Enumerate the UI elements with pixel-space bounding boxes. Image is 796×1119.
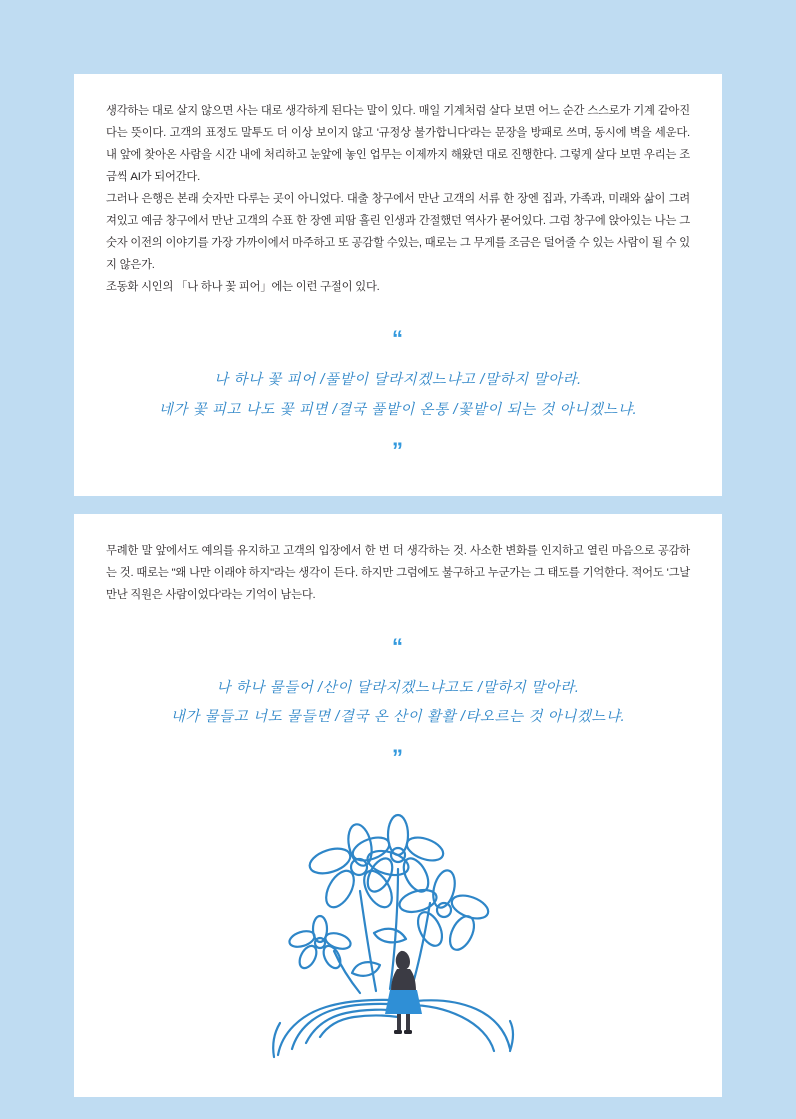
paragraph: 그러나 은행은 본래 숫자만 다루는 곳이 아니었다. 대출 창구에서 만난 고객의 서류 한 장엔 집과, 가족과, 미래와 삶이 그려져있고 예금 창구에서 만난 고객의 수표 한 장엔 피땀 흘린 인생과 간절했던 역사가 묻어있다. 그럼 창구에 앉아있는 나는 그 숫자 이전의 이야기를 가장 가까이에서 마주하고 또 공감할 수있는, 때로는 그 무게를 조금은 덜어줄 수 있는 사람이 될 수 있지 않은가. <box>106 193 690 272</box>
quote-line: 네가 꽃 피고 나도 꽃 피면 /결국 풀밭이 온통 /꽃밭이 되는 것 아니겠느냐. <box>158 401 638 418</box>
person-silhouette <box>385 951 422 1034</box>
illustration-svg <box>248 783 548 1073</box>
quote-open-mark: “ <box>392 326 404 352</box>
quote-open-mark: “ <box>392 633 404 659</box>
pull-quote-top <box>106 328 690 461</box>
paragraph: 조동화 시인의 「나 하나 꽃 피어」에는 이런 구절이 있다. <box>106 281 380 294</box>
pull-quote-bottom <box>106 633 690 771</box>
quote-line: 나 하나 물들어 /산이 달라지겠느냐고도 /말하지 말아라. <box>216 679 580 696</box>
quote-close-mark: ” <box>392 437 404 463</box>
paragraph: 무례한 말 앞에서도 예의를 유지하고 고객의 입장에서 한 번 더 생각하는 것. 사소한 변화를 인지하고 열린 마음으로 공감하는 것. 때로는 "왜 나만 이래야 하지"라는 생각이 든다. 하지만 그럼에도 불구하고 누군가는 그 태도를 기억한다. 적어도 '그날 만난 직원은 사람이었다'라는 기억이 남는다. <box>106 544 690 601</box>
quote-close-mark: ” <box>392 745 404 771</box>
quote-line: 내가 물들고 너도 물들면 /결국 온 산이 활활 /타오르는 것 아니겠느냐. <box>170 709 626 726</box>
hand-flowers-illustration <box>106 783 690 1073</box>
quote-line: 나 하나 꽃 피어 /풀밭이 달라지겠느냐고 /말하지 말아라. <box>214 372 582 389</box>
content-card-top <box>74 74 722 496</box>
content-card-bottom <box>74 514 722 1097</box>
paragraph: 생각하는 대로 살지 않으면 사는 대로 생각하게 된다는 말이 있다. 매일 기계처럼 살다 보면 어느 순간 스스로가 기계 같아진다는 뜻이다. 고객의 표정도 말투도 더 이상 보이지 않고 '규정상 불가합니다'라는 문장을 방패로 쓰며, 동시에 벽을 세운다. 내 앞에 찾아온 사람을 시간 내에 처리하고 눈앞에 놓인 업무는 이제까지 해왔던 대로 진행한다. 그렇게 살다 보면 우리는 조금씩 AI가 되어간다. <box>106 105 690 184</box>
